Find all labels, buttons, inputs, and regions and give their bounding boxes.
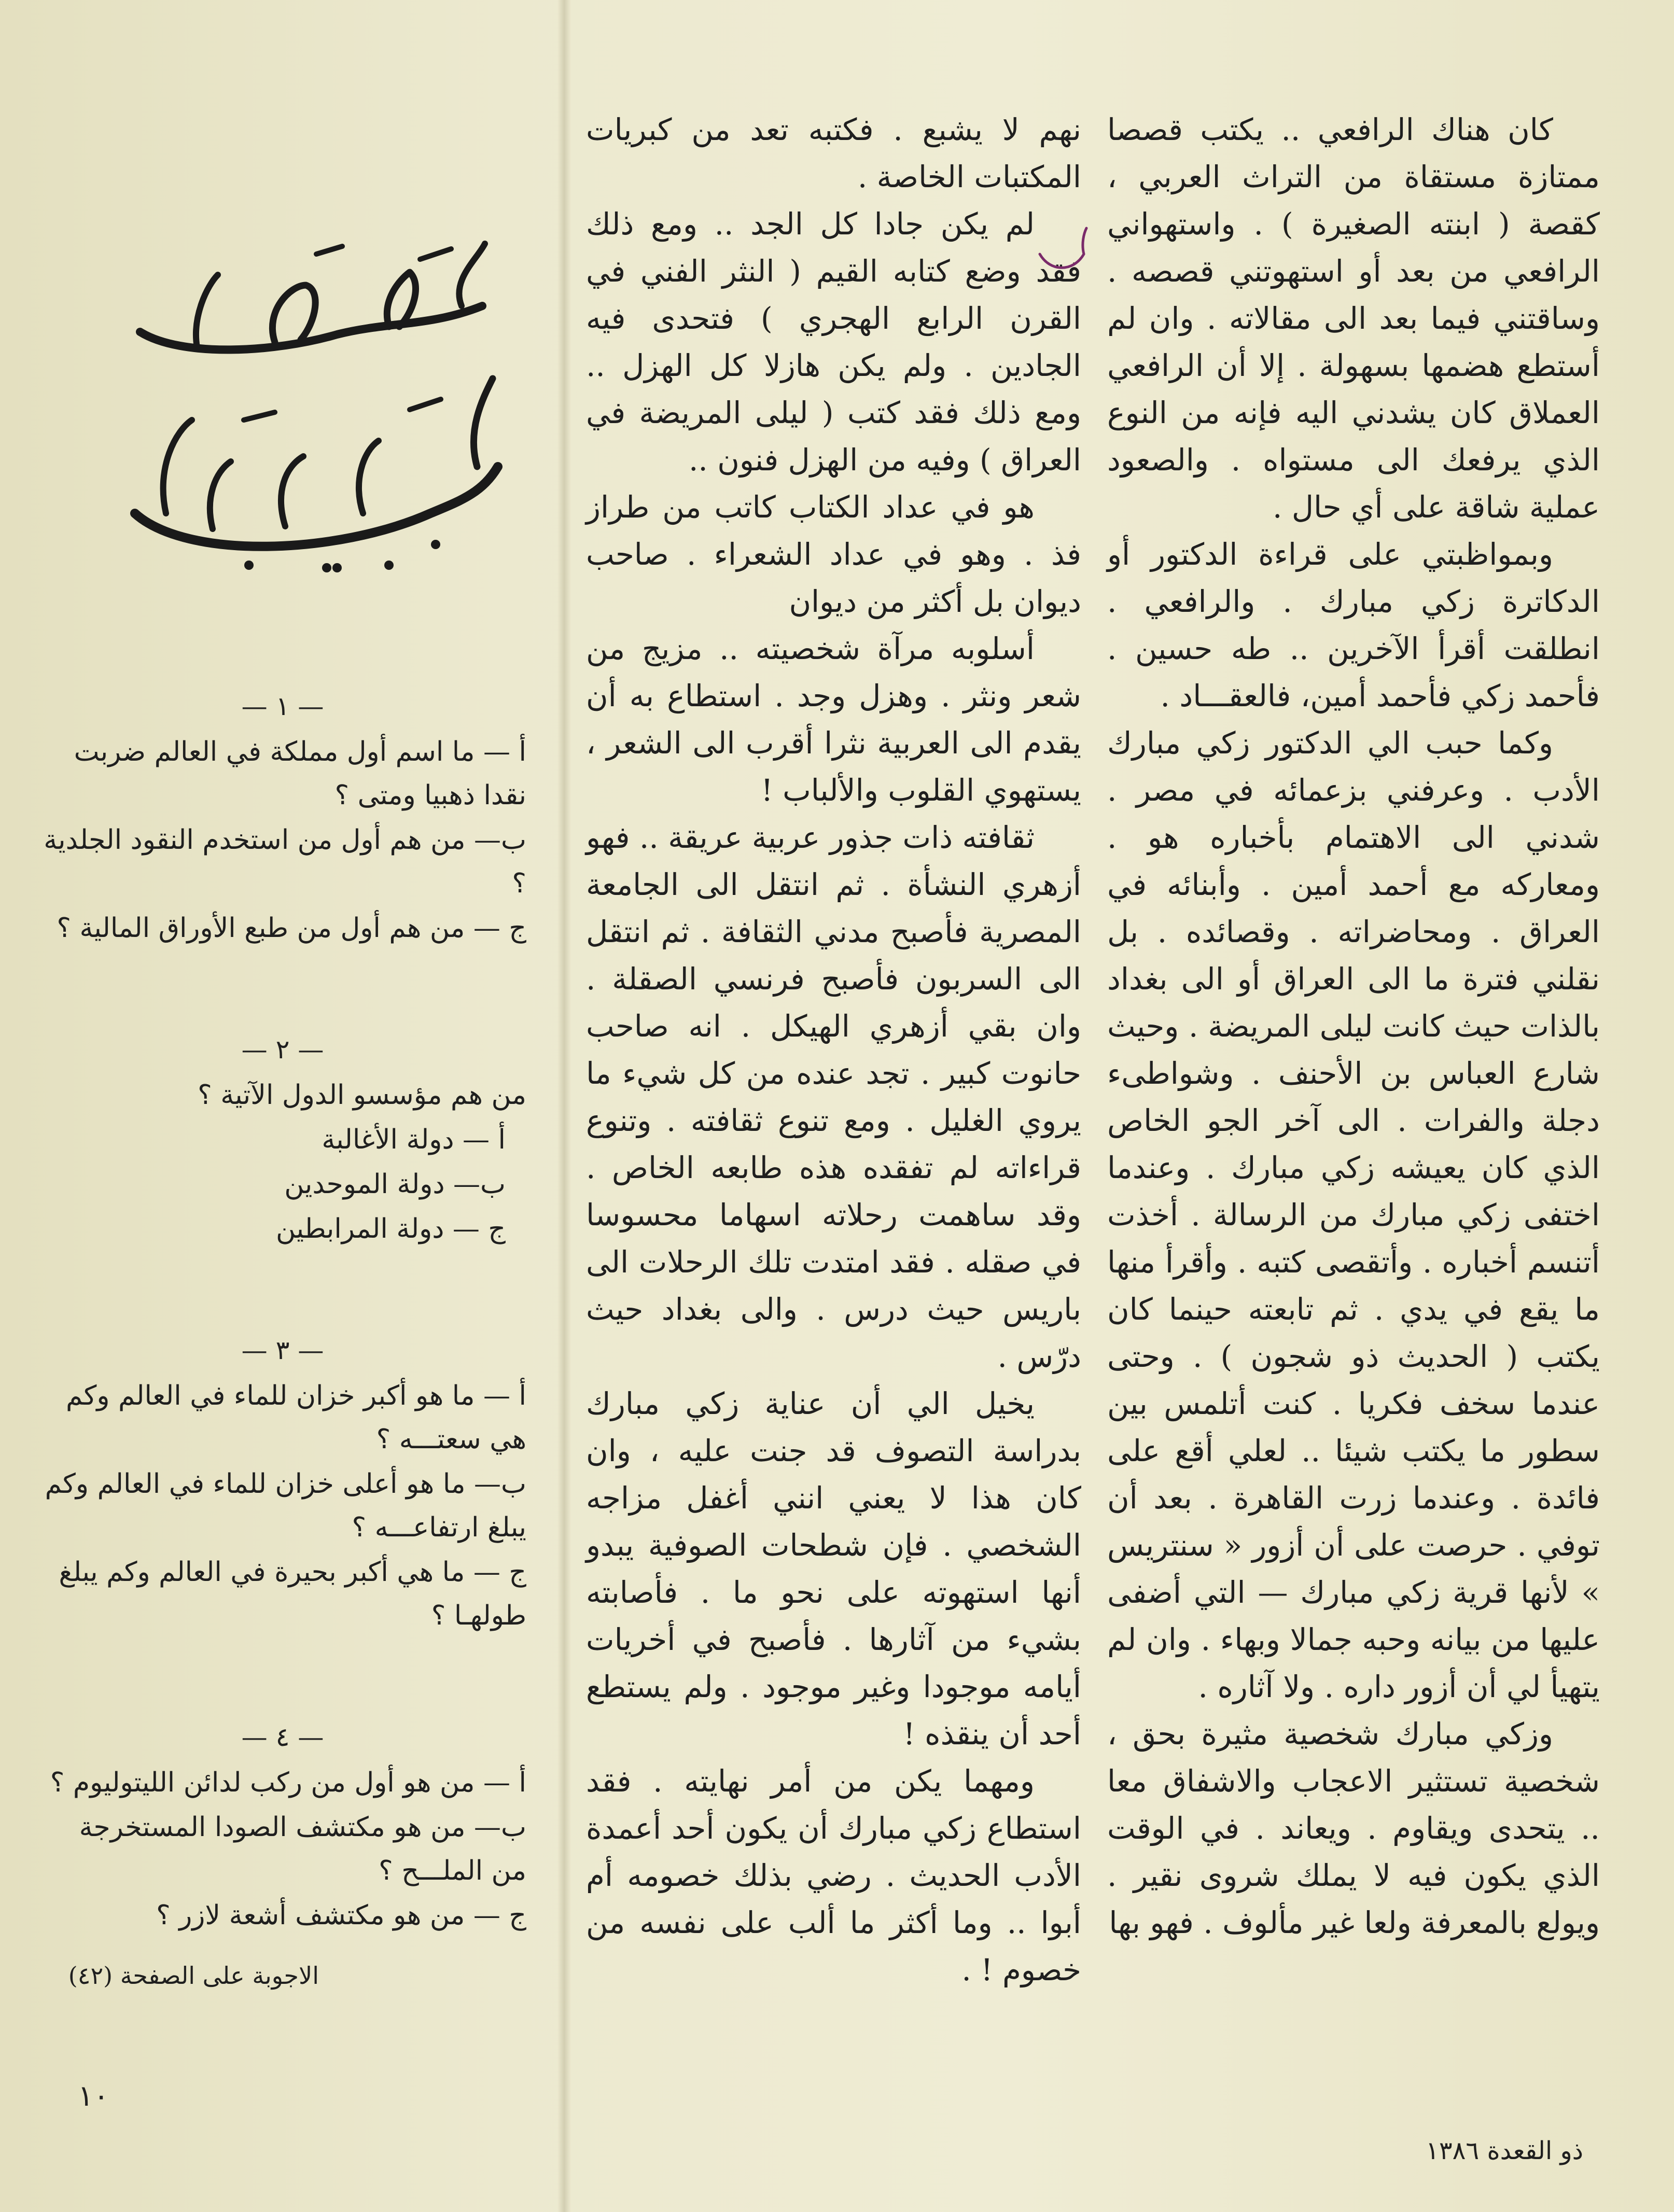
article-paragraph: وزكي مبارك شخصية مثيرة بحق ، شخصية تستثير الاعجاب والاشفاق معا .. يتحدى ويقاوم . ويعاند . في الوقت الذي يكون فيه لا يملك شروى نقير . ويولع بالمعرفة ولعا غير مألوف . فهو بها [1107, 1716, 1600, 1940]
question-item: ب— ما هو أعلى خزان للماء في العالم وكم يبلغ ارتفاعـــه ؟ [45, 1468, 526, 1543]
calligraphy-title [119, 223, 513, 586]
article-paragraph: وبمواظبتي على قراءة الدكتور أو الدكاترة زكي مبارك . والرافعي . انطلقت أقرأ الآخرين .. طه حسين . فأحمد زكي فأحمد أمين، فالعقـــاد . [1107, 537, 1600, 713]
article-paragraph: لم يكن جادا كل الجد .. ومع ذلك فقد وضع كتابه القيم ( النثر الفني في القرن الرابع الهجري ) فتحدى فيه الجادين . ولم يكن هازلا كل الهزل .. ومع ذلك فقد كتب ( ليلى المريضة في العراق ) وفيه من الهزل فنون .. [586, 206, 1081, 478]
page-fold-shadow [557, 0, 571, 2212]
margin-annotation [1035, 223, 1092, 285]
question-item: ج — من هو مكتشف أشعة لازر ؟ [156, 1900, 526, 1931]
article-paragraph: ومهما يكن من أمر نهايته . فقد استطاع زكي مبارك أن يكون أحد أعمدة الأدب الحديث . رضي بذلك خصومه أم أبوا .. وما أكثر ما ألب على نفسه من خصوم ! . [586, 1763, 1081, 1987]
question-number: — ٤ — [241, 1722, 324, 1752]
question-item: أ — من هو أول من ركب لدائن الليتوليوم ؟ [50, 1767, 526, 1798]
question-item: أ — ما اسم أول مملكة في العالم ضربت نقدا ذهبيا ومتى ؟ [74, 736, 526, 811]
question-number: — ١ — [241, 691, 324, 721]
question-item: ج — من هم أول من طبع الأوراق المالية ؟ [57, 913, 526, 944]
question-item: ب— من هو مكتشف الصودا المستخرجة من الملـــح ؟ [79, 1812, 526, 1886]
question-group [39, 684, 526, 950]
footer-date: ذو القعدة ١٣٨٦ [1426, 2136, 1583, 2165]
question-item: ج — ما هي أكبر بحيرة في العالم وكم يبلغ طولهـا ؟ [59, 1557, 526, 1631]
article-paragraph: كان هناك الرافعي .. يكتب قصصا ممتازة مستقاة من التراث العربي ، كقصة ( ابنته الصغيرة ) . واستهواني الرافعي من بعد أو استهوتني قصصه . وساقتني فيما بعد الى مقالاته . وان لم أستطع هضمها بسهولة . إلا أن الرافعي العملاق كان يشدني اليه فإنه من النوع الذي يرفعك الى مستواه . والصعود عملية شاقة على أي حال . [1107, 112, 1600, 525]
article-column-middle [586, 106, 1081, 2160]
quiz-column [39, 684, 526, 2059]
question-item: ب— من هم أول من استخدم النقود الجلدية ؟ [44, 824, 526, 899]
article-column-right [1107, 106, 1600, 2160]
question-item: أ — دولة الأغالبة [322, 1124, 506, 1155]
answers-note: الاجوبة على الصفحة (٤٢) [68, 1962, 319, 1990]
question-item: ب— دولة الموحدين [284, 1169, 506, 1200]
question-number: — ٣ — [241, 1335, 324, 1365]
article-paragraph: ثقافته ذات جذور عربية عريقة .. فهو أزهري النشأة . ثم انتقل الى الجامعة المصرية فأصبح مدني الثقافة . ثم انتقل الى السربون فأصبح فرنسي الصقلة . وان بقي أزهري الهيكل . انه صاحب حانوت كبير . تجد عنده من كل شيء ما يروي الغليل . ومع تنوع ثقافته . وتنوع قراءاته لم تفقده هذه طابعه الخاص . وقد ساهمت رحلاته اسهاما محسوسا في صقله . فقد امتدت تلك الرحلات الى باريس حيث درس . والى بغداد حيث درّس . [586, 820, 1081, 1374]
article-paragraph: هو في عداد الكتاب كاتب من طراز فذ . وهو في عداد الشعراء . صاحب ديوان بل أكثر من ديوان [586, 489, 1081, 619]
question-number: — ٢ — [241, 1034, 324, 1065]
article-paragraph: وكما حبب الي الدكتور زكي مبارك الأدب . وعرفني بزعمائه في مصر . شدني الى الاهتمام بأخباره هو . ومعاركه مع أحمد أمين . وأبنائه في العراق . ومحاضراته . وقصائده . بل نقلني فترة ما الى العراق أو الى بغداد بالذات حيث كانت ليلى المريضة . وحيث شارع العباس بن الأحنف . وشواطىء دجلة والفرات . الى آخر الجو الخاص الذي كان يعيشه زكي مبارك . وعندما اختفى زكي مبارك من الرسالة . أخذت أتنسم أخباره . وأتقصى كتبه . وأقرأ منها ما يقع في يدي . ثم تابعته حينما كان يكتب ( الحديث ذو شجون ) . وحتى عندما سخف فكريا . كنت أتلمس بين سطور ما يكتب شيئا .. لعلي أقع على فائدة . وعندما زرت القاهرة . بعد أن توفي . حرصت على أن أزور « سنتريس » لأنها قرية زكي مبارك — التي أضفى عليها من بيانه وحبه جمالا وبهاء . وان لم يتهيأ لي أن أزور داره . ولا آثاره . [1107, 725, 1600, 1704]
article-paragraph: أسلوبه مرآة شخصيته .. مزيج من شعر ونثر . وهزل وجد . استطاع به أن يقدم الى العربية نثرا أقرب الى الشعر ، يستهوي القلوب والألباب ! [586, 631, 1081, 808]
question-group [39, 1715, 526, 1937]
article-paragraph: نهم لا يشبع . فكتبه تعد من كبريات المكتبات الخاصة . [586, 112, 1081, 194]
question-intro: من هم مؤسسو الدول الآتية ؟ [198, 1080, 526, 1111]
question-group [39, 1328, 526, 1637]
question-group [39, 1028, 526, 1251]
page-number: ١٠ [78, 2079, 109, 2113]
article-paragraph: يخيل الي أن عناية زكي مبارك بدراسة التصوف قد جنت عليه ، وان كان هذا لا يعني انني أغفل مزاجه الشخصي . فإن شطحات الصوفية يبدو أنها استهوته على نحو ما . فأصابته بشيء من آثارها . فأصبح في أخريات أيامه موجودا وغير موجود . ولم يستطع أحد أن ينقذه ! [586, 1386, 1081, 1752]
question-item: ج — دولة المرابطين [275, 1213, 506, 1244]
question-item: أ — ما هو أكبر خزان للماء في العالم وكم هي سعتـــه ؟ [65, 1380, 526, 1455]
